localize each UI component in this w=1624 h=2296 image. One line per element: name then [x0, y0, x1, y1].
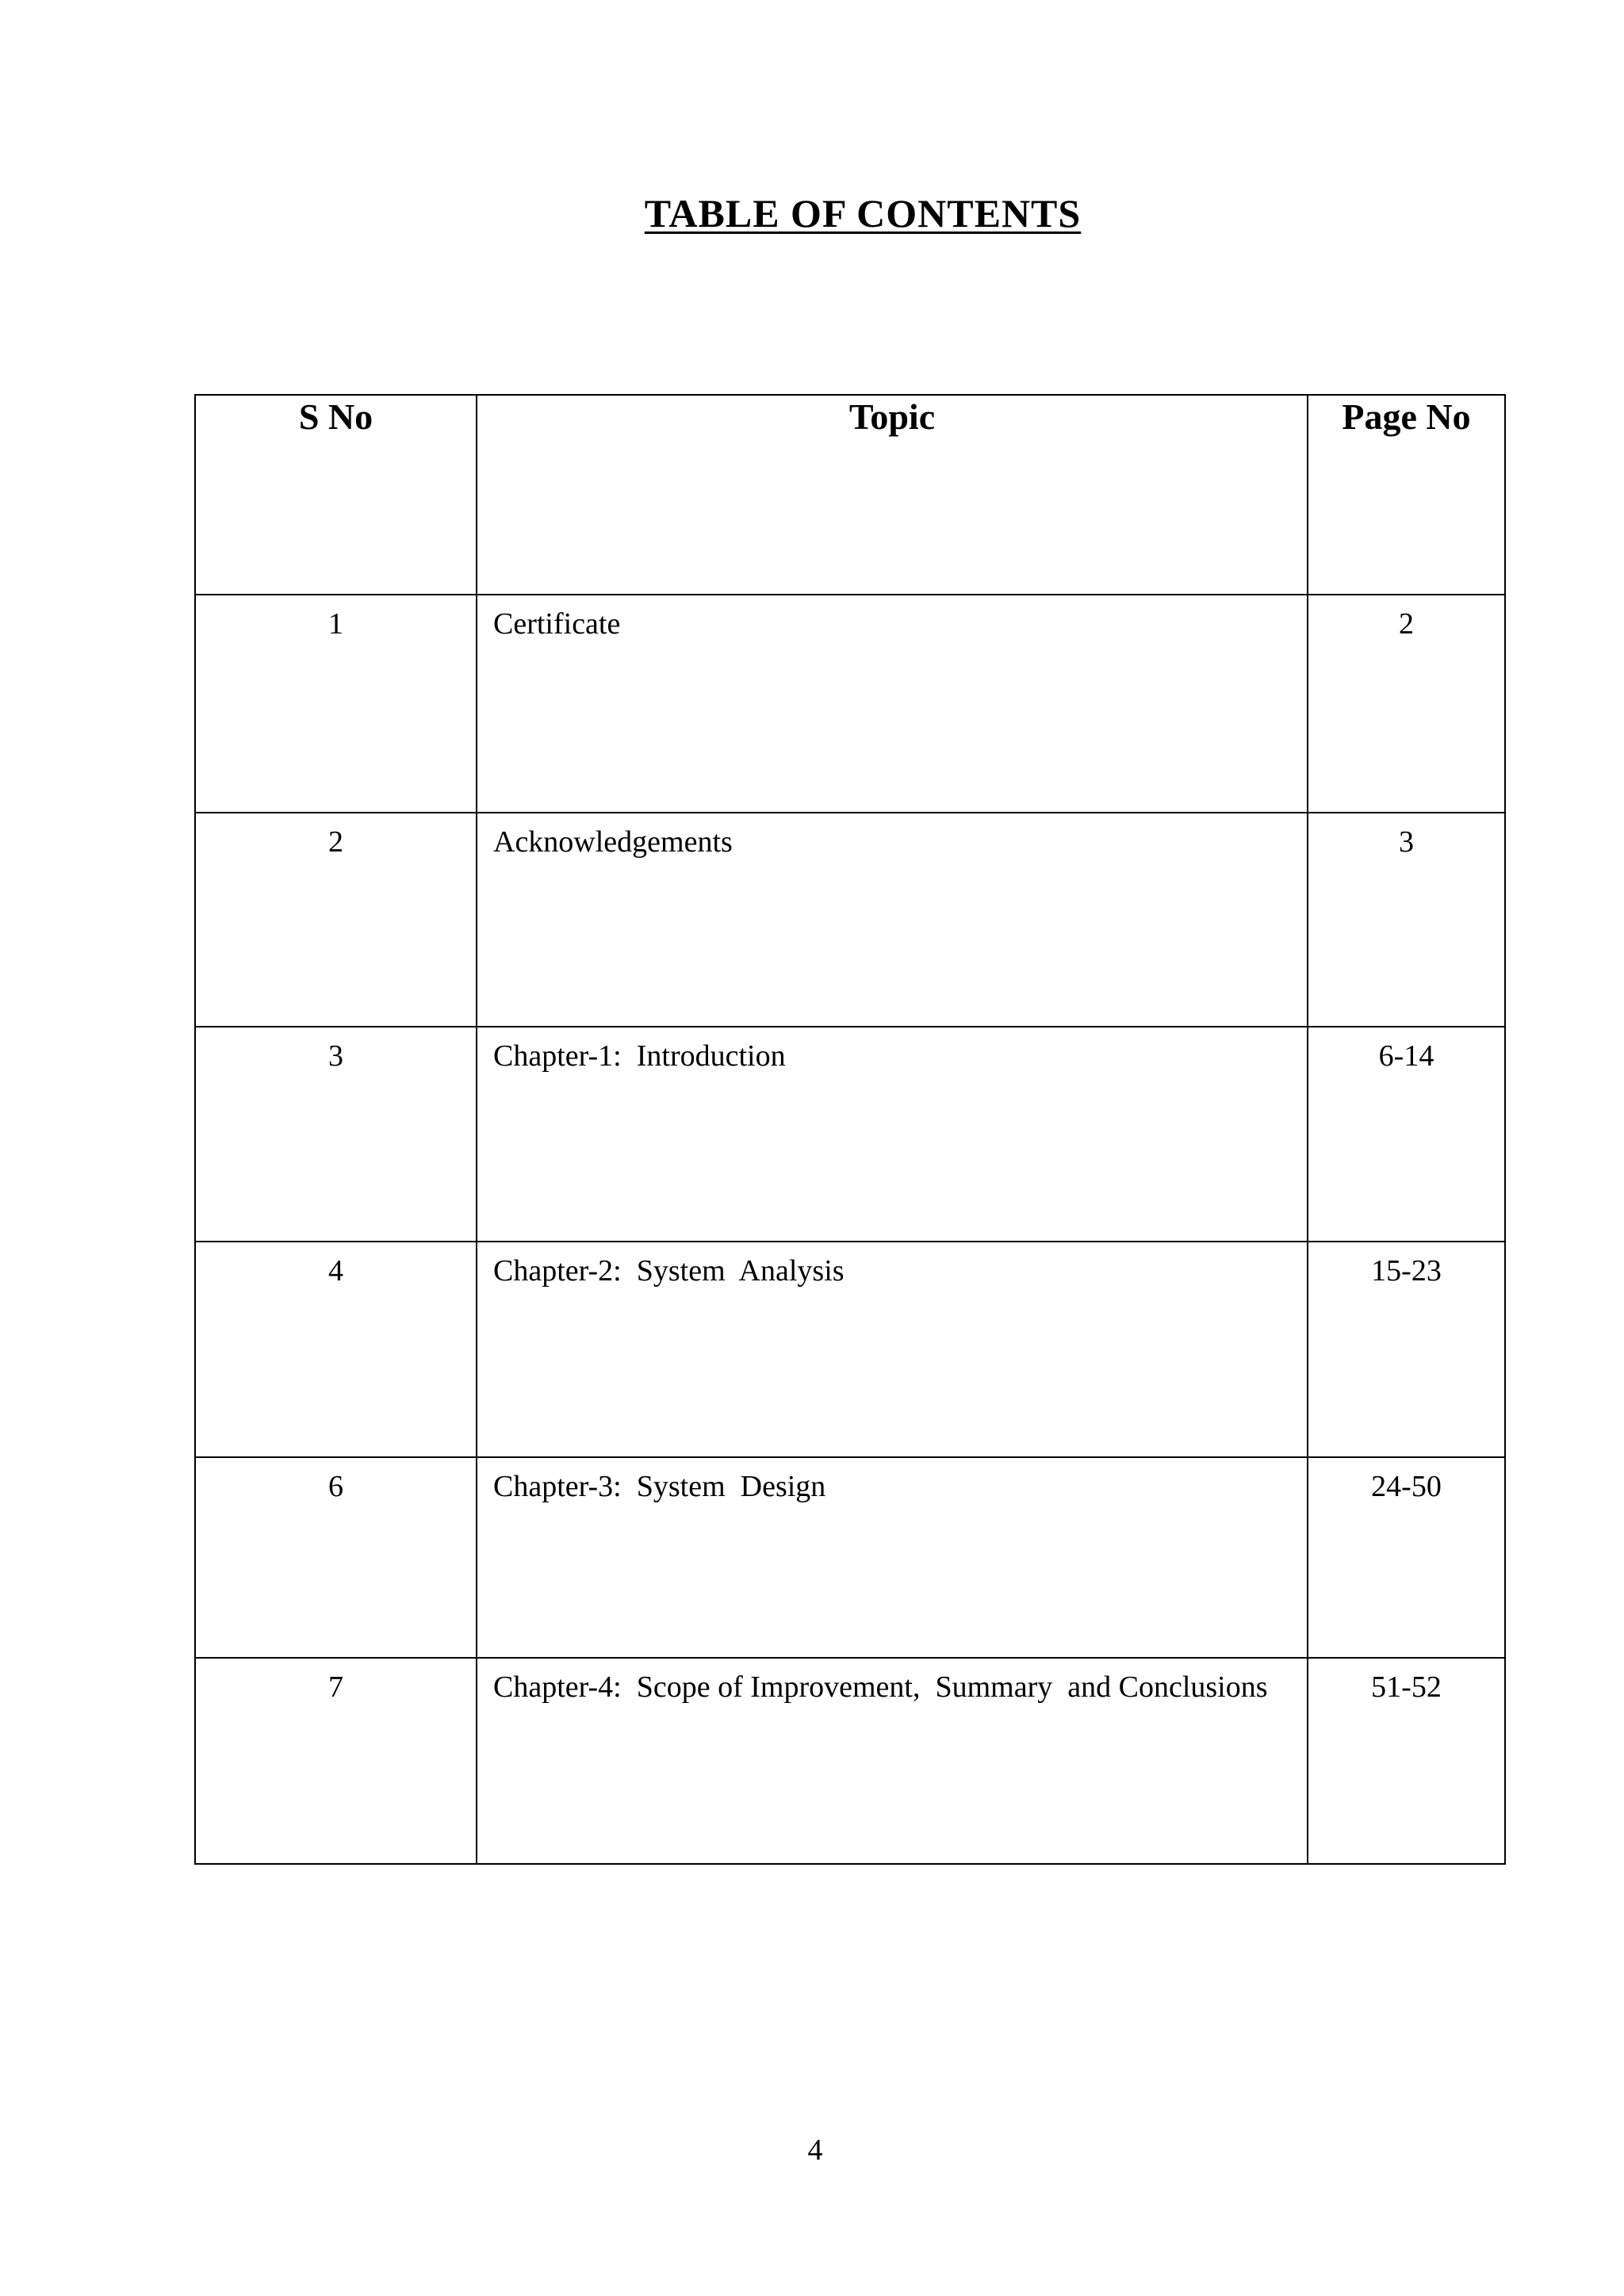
row-topic: Acknowledgements — [477, 813, 1308, 1027]
row-sno: 2 — [195, 813, 477, 1027]
page-title: TABLE OF CONTENTS — [644, 191, 1082, 235]
row-sno: 7 — [195, 1658, 477, 1864]
table-row — [195, 1658, 1505, 1864]
row-sno: 3 — [195, 1027, 477, 1242]
header-topic: Topic — [477, 395, 1308, 595]
contents-table — [194, 394, 1506, 1865]
row-topic: Chapter-1: Introduction — [477, 1027, 1308, 1242]
header-page: Page No — [1308, 395, 1505, 595]
header-sno: S No — [195, 395, 477, 595]
row-page: 2 — [1308, 595, 1505, 813]
row-topic: Chapter-3: System Design — [477, 1457, 1308, 1658]
table-row — [195, 1457, 1505, 1658]
row-topic: Chapter-2: System Analysis — [477, 1242, 1308, 1457]
page-number: 4 — [807, 2133, 823, 2167]
row-sno: 1 — [195, 595, 477, 813]
row-topic: Certificate — [477, 595, 1308, 813]
row-sno: 4 — [195, 1242, 477, 1457]
row-page: 51-52 — [1308, 1658, 1505, 1864]
row-sno: 6 — [195, 1457, 477, 1658]
table-header-row — [195, 395, 1505, 595]
row-topic: Chapter-4: Scope of Improvement, Summary and Conclusions — [477, 1658, 1308, 1864]
table-row — [195, 1027, 1505, 1242]
row-page: 15-23 — [1308, 1242, 1505, 1457]
row-page: 24-50 — [1308, 1457, 1505, 1658]
table-row — [195, 813, 1505, 1027]
row-page: 3 — [1308, 813, 1505, 1027]
table-row — [195, 1242, 1505, 1457]
table-row — [195, 595, 1505, 813]
row-page: 6-14 — [1308, 1027, 1505, 1242]
